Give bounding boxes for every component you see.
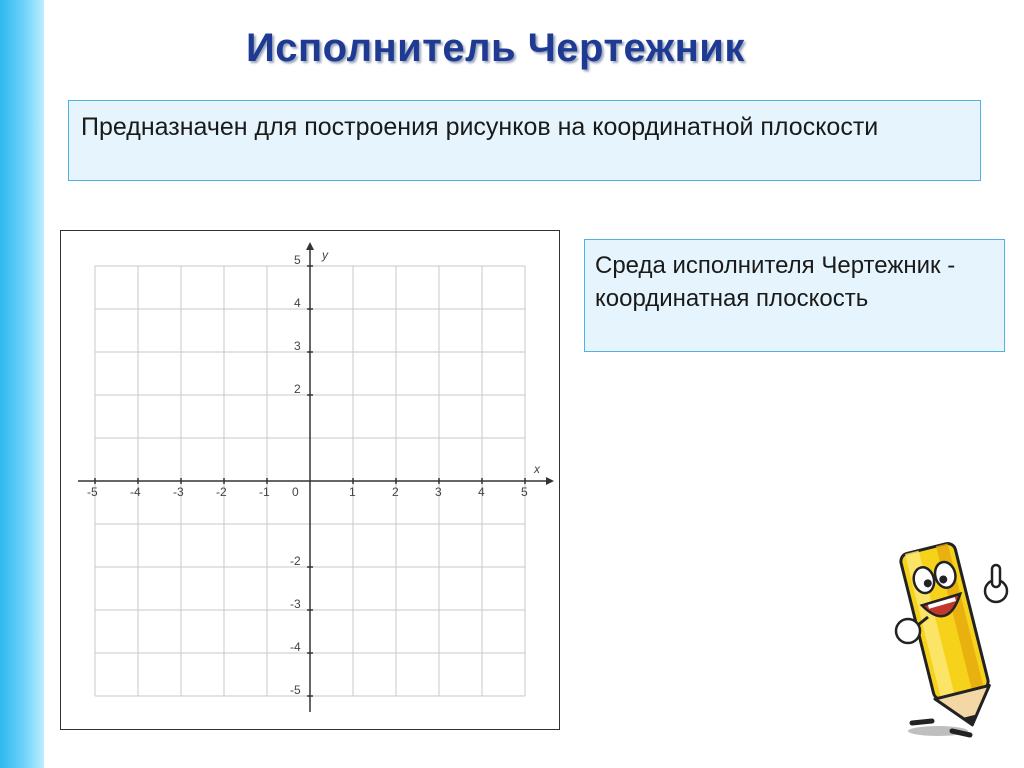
x-tick-label: 4 [478,485,485,499]
x-tick-label: 5 [521,485,528,499]
y-axis-arrow [306,242,314,250]
left-accent-stripe [0,0,44,768]
ticks [87,253,528,697]
axes [78,242,554,712]
x-tick-label: 3 [435,485,442,499]
x-axis-arrow [546,477,554,485]
slide-title: Исполнитель Чертежник [246,26,745,70]
y-tick-label: -4 [290,640,301,654]
x-axis-label: x [534,462,540,476]
pencil-mascot-icon [892,535,1014,740]
y-tick-label: 5 [294,253,301,267]
y-tick-label: 4 [294,296,301,310]
y-axis-label: y [322,248,328,262]
environment-box [584,239,1005,352]
coordinate-plane [60,230,560,730]
y-tick-label: -2 [290,554,301,568]
x-tick-label: -4 [130,485,141,499]
y-tick-label: -3 [290,597,301,611]
origin-label: 0 [292,485,299,499]
x-tick-label: 1 [349,485,356,499]
purpose-box [68,100,981,181]
x-tick-label: -2 [216,485,227,499]
x-tick-label: 2 [392,485,399,499]
purpose-text: Предназначен для построения рисунков на координатной плоскости [81,113,879,141]
x-tick-label: -3 [173,485,184,499]
y-tick-label: -5 [290,683,301,697]
y-tick-label: 2 [294,382,301,396]
y-tick-label: 3 [294,339,301,353]
x-tick-label: -1 [259,485,270,499]
x-tick-label: -5 [87,485,98,499]
environment-text: Среда исполнителя Чертежник - координатная плоскость [595,252,956,312]
